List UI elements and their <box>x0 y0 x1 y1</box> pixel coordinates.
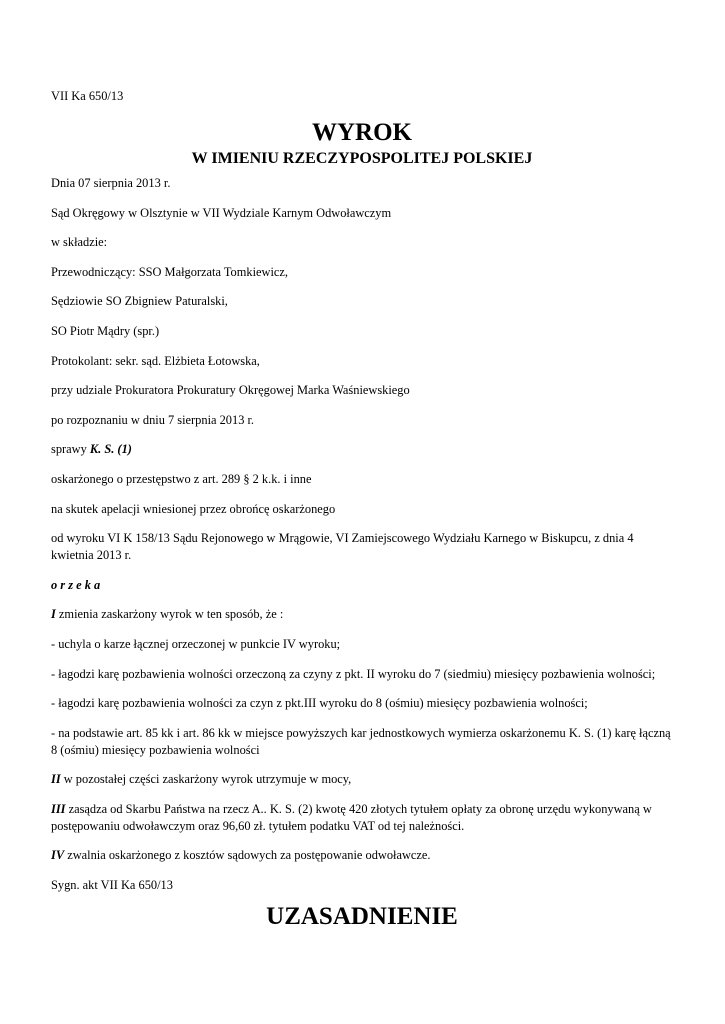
justification-heading: UZASADNIENIE <box>266 903 458 931</box>
presiding-judge: Przewodniczący: SSO Małgorzata Tomkiewicz, <box>51 264 289 279</box>
charge-line: oskarżonego o przestępstwo z art. 289 § 2 k.k. i inne <box>51 471 312 486</box>
clerk-line: Protokolant: sekr. sąd. Elżbieta Łotowska, <box>51 353 260 368</box>
point-4-number: IV <box>51 848 65 863</box>
bullet-1: - uchyla o karze łącznej orzeczonej w punkcie IV wyroku; <box>51 636 341 651</box>
case-prefix: sprawy <box>51 442 90 457</box>
date-line: Dnia 07 sierpnia 2013 r. <box>51 176 171 190</box>
point-2 <box>51 771 673 788</box>
case-name: K. S. (1) <box>89 442 132 457</box>
point-1-text: zmienia zaskarżony wyrok w ten sposób, że : <box>55 607 284 622</box>
point-3 <box>51 801 673 835</box>
point-4 <box>51 847 673 864</box>
point-2-number: II <box>51 772 61 787</box>
orzeka-heading: o r z e k a <box>51 577 101 592</box>
appeal-line: na skutek apelacji wniesionej przez obrońcę oskarżonego <box>51 501 336 516</box>
bullet-3: - łagodzi karę pozbawienia wolności za czyn z pkt.III wyroku do 8 (ośmiu) miesięcy pozbawienia wolności; <box>51 696 588 711</box>
signature-reference: Sygn. akt VII Ka 650/13 <box>51 878 173 893</box>
judgment-reference: od wyroku VI K 158/13 Sądu Rejonowego w Mrągowie, VI Zamiejscowego Wydziału Karnego w Biskupcu, z dnia 4 kwietnia 2013 r. <box>51 531 634 563</box>
point-3-number: III <box>51 801 66 816</box>
case-line <box>51 441 673 458</box>
bullet-2: - łagodzi karę pozbawienia wolności orzeczoną za czyny z pkt. II wyroku do 7 (siedmiu) miesięcy pozbawienia wolności; <box>51 666 656 681</box>
bullet-4: - na podstawie art. 85 kk i art. 86 kk w miejsce powyższych kar jednostkowych wymierza oskarżonemu K. S. (1) karę łączną 8 (ośmiu) miesięcy pozbawienia wolności <box>51 725 671 757</box>
prosecutor-line: przy udziale Prokuratora Prokuratury Okręgowej Marka Waśniewskiego <box>51 383 410 398</box>
point-3-text: zasądza od Skarbu Państwa na rzecz A.. K. S. (2) kwotę 420 złotych tytułem opłaty za obronę urzędu wykonywaną w postępowaniu odwoławczym oraz 96,60 zł. tytułem podatku VAT od tej należności. <box>51 801 652 833</box>
case-reference: VII Ka 650/13 <box>51 89 124 103</box>
document-title: WYROK <box>312 119 412 146</box>
point-1 <box>51 606 673 623</box>
point-1-number: I <box>51 607 56 622</box>
court-line: Sąd Okręgowy w Olsztynie w VII Wydziale Karnym Odwoławczym <box>51 205 392 220</box>
point-4-text: zwalnia oskarżonego z kosztów sądowych za postępowanie odwoławcze. <box>64 848 431 863</box>
document-subtitle: W IMIENIU RZECZYPOSPOLITEJ POLSKIEJ <box>191 150 533 167</box>
judges-line: Sędziowie SO Zbigniew Paturalski, <box>51 294 228 309</box>
hearing-line: po rozpoznaniu w dniu 7 sierpnia 2013 r. <box>51 412 255 427</box>
point-2-text: w pozostałej części zaskarżony wyrok utrzymuje w mocy, <box>60 772 352 787</box>
composition-line: w składzie: <box>51 235 108 250</box>
judge-rapporteur: SO Piotr Mądry (spr.) <box>51 323 160 338</box>
